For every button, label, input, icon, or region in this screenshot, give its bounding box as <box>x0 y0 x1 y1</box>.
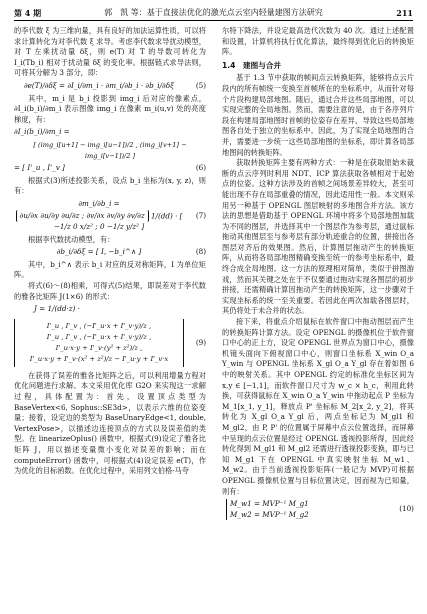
equation-body: ∂I_i(b_i)/∂m_i = <box>14 127 70 137</box>
jacobian-term: I'_u , I'_v , (−I'_u·x + I'_v·y)/z , <box>46 321 152 330</box>
paragraph: 根据李代数扰动模型，有： <box>28 234 115 244</box>
equation-number: (5) <box>195 80 206 90</box>
jacobian-matrix <box>16 210 149 223</box>
equation-6-lhs <box>14 127 206 138</box>
paragraph: 基于 1.3 节中获取的帧间点云转换矩阵，能够将点云片段内的所有帧统一变换至首帧所在的坐标系中，从而针对每个片段构建局部地图。随后，通过合并这些局部地图，可以实现完整的全局地图。然而，需要注意的是，由于各序列片段在构建局部地图时首帧的位姿存在差异，导致这些局部地图各自处于独立的坐标系中。因此，为了实现全局地图的合并，需要进一步统一这些局部地图的坐标系，即计算各局部地图间的转换矩阵。 <box>222 73 414 157</box>
equation-body: ∂e(T)/∂δξ = ∂I_i/∂m_i · ∂m_i/∂b_i · ∂b_i/∂δξ <box>23 80 175 90</box>
paragraph: 其中，b_i^∧ 表示 b_i 对应的反对称矩阵，I 为单位矩阵。 <box>14 259 206 280</box>
equation-9-head <box>14 304 206 315</box>
equation-6 <box>14 163 206 174</box>
paragraph: 在获得了误差的雅各比矩阵之后，可以利用增量方程对优化问题进行求解。本文采用优化库 G2O 来实现这一求解过程，具体配置为：首先，设置顶点类型为 BaseVertex<6, Sophus::SE3d>，以表示六维的位姿变量；接着，设定边的类型为 BaseUnaryEdge<1, double, VertexPose>，以描述边连接顶点的方式以及误差值的类型。在 linearizeOplus() 函数中，根据式(9)设定了雅各比矩阵 J，用以描述变量微小变化对误差的影响；而在 computeError() 函数中，可根据式(4)设定误差 e(T)，作为优化的目标函数。在优化过程中，采用列文伯格-马夸 <box>14 370 206 476</box>
paragraph: 接下来，将重点介绍鼠标在软件窗口中拖动图层而产生的转换矩阵计算方法。设定 OPENGL 的摄像机位于软件窗口中心的正上方，设定 OPENGL 世界点为窗口中心，摄像机镜头面向下俯视窗口中心，则窗口坐标系 X_win O_a Y_win 与 OPENGL 坐标系 X_gl O_a Y_gl 存在着如图 6 中的映射关系。其中 OPENGL 约定的标准化坐标区间为 x,y ∈ [−1,1]，而软件窗口尺寸为 w_c × h_c，利用此转换，可获得鼠标在 X_win O_a Y_win 中拖动起点 P 坐标为 M_1[x_1, y_1]，释放点 P' 坐标标 M_2[x_2, y_2]，将其转化为 X_gl O_a Y_gl 后，两点坐标记为 M_gl1 和 M_gl2，由 P, P' 的位置属于屏幕中点云位置选择，而屏幕中呈现的点云位置是经过 OPENGL 透视投影所得，因此经转化得到 M_gl1 和 M_gl2 还需进行透视投影变换，即与已知 M_g1 下在 OPENGL 中真实映射坐标 M_w1、M_w2。由于当前透视投影矩阵(一般记为 MVP)可根据 OPENGL 摄像机位置与目标位置决定，因而视为已知量，则有： <box>222 317 414 496</box>
equation-rhs: 1/(dd) · [ −1/z 0 x/z² ; 0 −1/z y/z² ] <box>53 210 183 232</box>
paragraph: 其中，m_i 是 b_i 投影到 img_i 后对应的像素点，∂I_i(b_i)/∂m_i 表示图像 img_i 在像素 m_i(u,v) 处的亮度梯度，有： <box>14 93 206 124</box>
equation-body: J = 1/(dd·z) · <box>34 304 80 314</box>
section-heading: 1.4 建图与合并 <box>222 60 282 70</box>
paragraph: 获取转换矩阵主要有两种方式：一种是在获取原始未裁断的点云序列时利用 NDT、ICP 算法获取各帧相对于起始点的位姿。这种方法涉及的首帧之间场景差异较大，甚至可能出现不存在局部重叠的情况，因此适用性一般。本文则采用另一种基于 OPENGL 图层映射的多地图合并方法。该方法的思想是借助基于 OPENGL 环境中将多个局部地图加载为不同的图层，并选择其中一个图层作为参考层，通过鼠标拖动其他图层至与参考层有部分轨迹重合的位置，拼接出各图层对齐后的效果图。然后，计算图层拖动产生的转换矩阵，从而将各局部地图精确变换至统一的参考坐标系中，最终合成全局地图。这一方法的原理相对简单，类似于拼图游戏，然而其关键之处在于不仅要通过拖动实现各图层的初步拼接，还需精确计算因拖动产生的转换矩阵，这一步骤对于实现坐标系的统一至关重要。若因此在两次加载各图层时，其仍将处于未合并的状态。 <box>222 158 414 316</box>
equation-row: M_w1 = MVP⁻¹ M_g1 <box>230 499 309 509</box>
equation-body: [ (img_i[u+1] − img_i[u−1])/2 , (img_i[v+1] − img_i[v−1])/2 ] <box>33 140 187 160</box>
running-title: 郭 凯 等：基于直接法优化的激光点云室内轻量建图方法研究 <box>104 8 323 17</box>
equation-number: (8) <box>195 247 206 257</box>
running-header <box>14 6 413 21</box>
left-column <box>14 26 206 477</box>
equation-10 <box>222 499 414 520</box>
paragraph: 尔特下降法，并设定最高迭代次数为 40 次。通过上述配置和设置，计算机将执行优化算法，最终得到优化后的转换矩阵。 <box>222 26 414 57</box>
jacobian-row-vector <box>14 319 184 367</box>
equation-row: M_w2 = MVP⁻¹ M_g2 <box>230 509 309 519</box>
equation-lhs: ∂m_i/∂b_i = <box>78 198 120 208</box>
equation-body: = [ I'_u , I'_v ] <box>14 163 65 173</box>
paragraph: 的李代数 ξ 为三维向量，具有良好的加法运算性质，可以将求计算转化为对李代数 ξ 求导。考虑李代数求导扰动模型，对 T 左乘扰动量 δξ，则 e(T) 对 T 的导数可转化为 I_i(Tb_i) 相对于扰动量 δξ 的变化率。根据链式求导法则，可将其分解为 3 部分，即： <box>14 26 206 78</box>
jacobian-term: I'_u·x·y + I'_v·(x² + z²)/z − I'_u·y + I'_v·x <box>29 354 169 363</box>
equation-number: (9) <box>195 337 206 347</box>
paragraph: 根据式(3)所述投影关系，设点 b_i 坐标为(x, y, z)，则有： <box>14 175 206 196</box>
equation-body: ∂b_i/∂δξ = [ I, −b_i^∧ ] <box>56 247 142 257</box>
jacobian-term: I'_u , I'_v , (−I'_u·x + I'_v·y)/z , <box>46 332 152 341</box>
jacobian-term: I'_u·x·y + I'_v·(y² + z²)/z , <box>55 343 143 352</box>
equation-number: (7) <box>195 210 206 220</box>
equation-6-row <box>14 140 206 161</box>
issue-number: 第 4 期 <box>14 8 42 18</box>
equation-8 <box>14 247 206 258</box>
equation-9 <box>14 317 206 369</box>
right-column <box>222 26 414 522</box>
equation-7 <box>14 199 206 233</box>
matrix-content: ∂u/∂x ∂u/∂y ∂u/∂z ; ∂v/∂x ∂v/∂y ∂v/∂z <box>19 210 145 220</box>
equation-number: (6) <box>195 163 206 173</box>
equation-cases <box>226 499 309 520</box>
page-number: 211 <box>396 8 413 18</box>
equation-5 <box>14 81 206 92</box>
paragraph: 将式(6)～(8)相乘，可得式(5)结果，即误差对于李代数的雅各比矩阵 J(1×6) 的形式： <box>14 281 206 301</box>
equation-number: (10) <box>399 504 414 514</box>
